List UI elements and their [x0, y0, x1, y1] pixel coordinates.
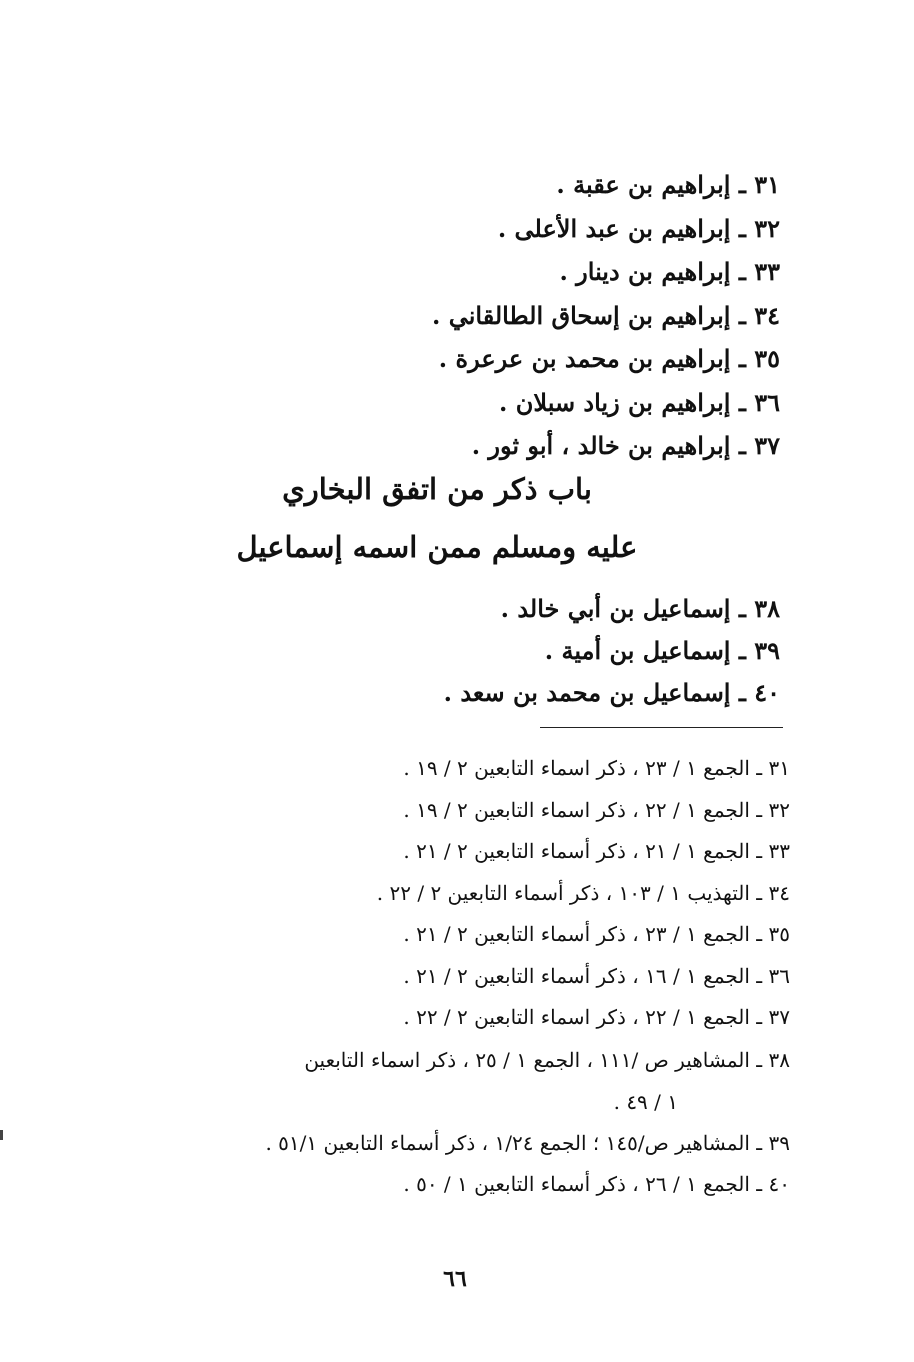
footnote-38	[100, 1039, 790, 1123]
footnote-32: ٣٢ ـ الجمع ١ / ٢٢ ، ذكر اسماء التابعين ٢ / ١٩ .	[403, 797, 790, 822]
footnotes-list	[100, 748, 790, 1206]
entry-34: ٣٤ ـ إبراهيم بن إسحاق الطالقاني .	[431, 300, 780, 330]
footnote-39: ٣٩ ـ المشاهير ص/١٤٥ ؛ الجمع ١/٢٤ ، ذكر أسماء التابعين ٥١/١ .	[265, 1130, 790, 1155]
entries-list-top	[180, 163, 780, 468]
entry-37: ٣٧ ـ إبراهيم بن خالد ، أبو ثور .	[471, 431, 780, 460]
footnote-31: ٣١ ـ الجمع ١ / ٢٣ ، ذكر اسماء التابعين ٢ / ١٩ .	[403, 756, 790, 780]
footnote-35: ٣٥ ـ الجمع ١ / ٢٣ ، ذكر أسماء التابعين ٢ / ٢١ .	[403, 922, 790, 946]
footnote-33: ٣٣ ـ الجمع ١ / ٢١ ، ذكر أسماء التابعين ٢ / ٢١ .	[403, 839, 790, 863]
section-heading-line-1: باب ذكر من اتفق البخاري	[282, 472, 592, 506]
footnote-divider	[540, 727, 783, 728]
entry-31: ٣١ ـ إبراهيم بن عقبة .	[556, 170, 780, 199]
entry-40: ٤٠ ـ إسماعيل بن محمد بن سعد .	[443, 678, 780, 707]
footnote-38-line-1: ٣٨ ـ المشاهير ص /١١١ ، الجمع ١ / ٢٥ ، ذكر اسماء التابعين	[304, 1047, 790, 1072]
entries-list-bottom	[180, 588, 780, 714]
entry-35: ٣٥ ـ إبراهيم بن محمد بن عرعرة .	[438, 344, 780, 373]
footnote-34: ٣٤ ـ التهذيب ١ / ١٠٣ ، ذكر أسماء التابعين ٢ / ٢٢ .	[376, 880, 790, 905]
scan-edge-mark	[0, 1130, 3, 1140]
entry-33: ٣٣ ـ إبراهيم بن دينار .	[559, 257, 780, 286]
entry-32: ٣٢ ـ إبراهيم بن عبد الأعلى .	[497, 213, 780, 243]
footnote-37: ٣٧ ـ الجمع ١ / ٢٢ ، ذكر اسماء التابعين ٢ / ٢٢ .	[403, 1005, 790, 1029]
page-number: ٦٦	[443, 1266, 467, 1292]
entry-36: ٣٦ ـ إبراهيم بن زياد سبلان .	[499, 387, 780, 417]
entry-38: ٣٨ ـ إسماعيل بن أبي خالد .	[500, 594, 780, 623]
footnote-38-line-2: ١ / ٤٩ .	[613, 1089, 678, 1114]
section-heading-line-2: عليه ومسلم ممن اسمه إسماعيل	[236, 530, 638, 564]
footnote-36: ٣٦ ـ الجمع ١ / ١٦ ، ذكر أسماء التابعين ٢ / ٢١ .	[403, 963, 790, 988]
footnote-40: ٤٠ ـ الجمع ١ / ٢٦ ، ذكر أسماء التابعين ١ / ٥٠ .	[403, 1172, 790, 1196]
entry-39: ٣٩ ـ إسماعيل بن أمية .	[544, 636, 780, 665]
